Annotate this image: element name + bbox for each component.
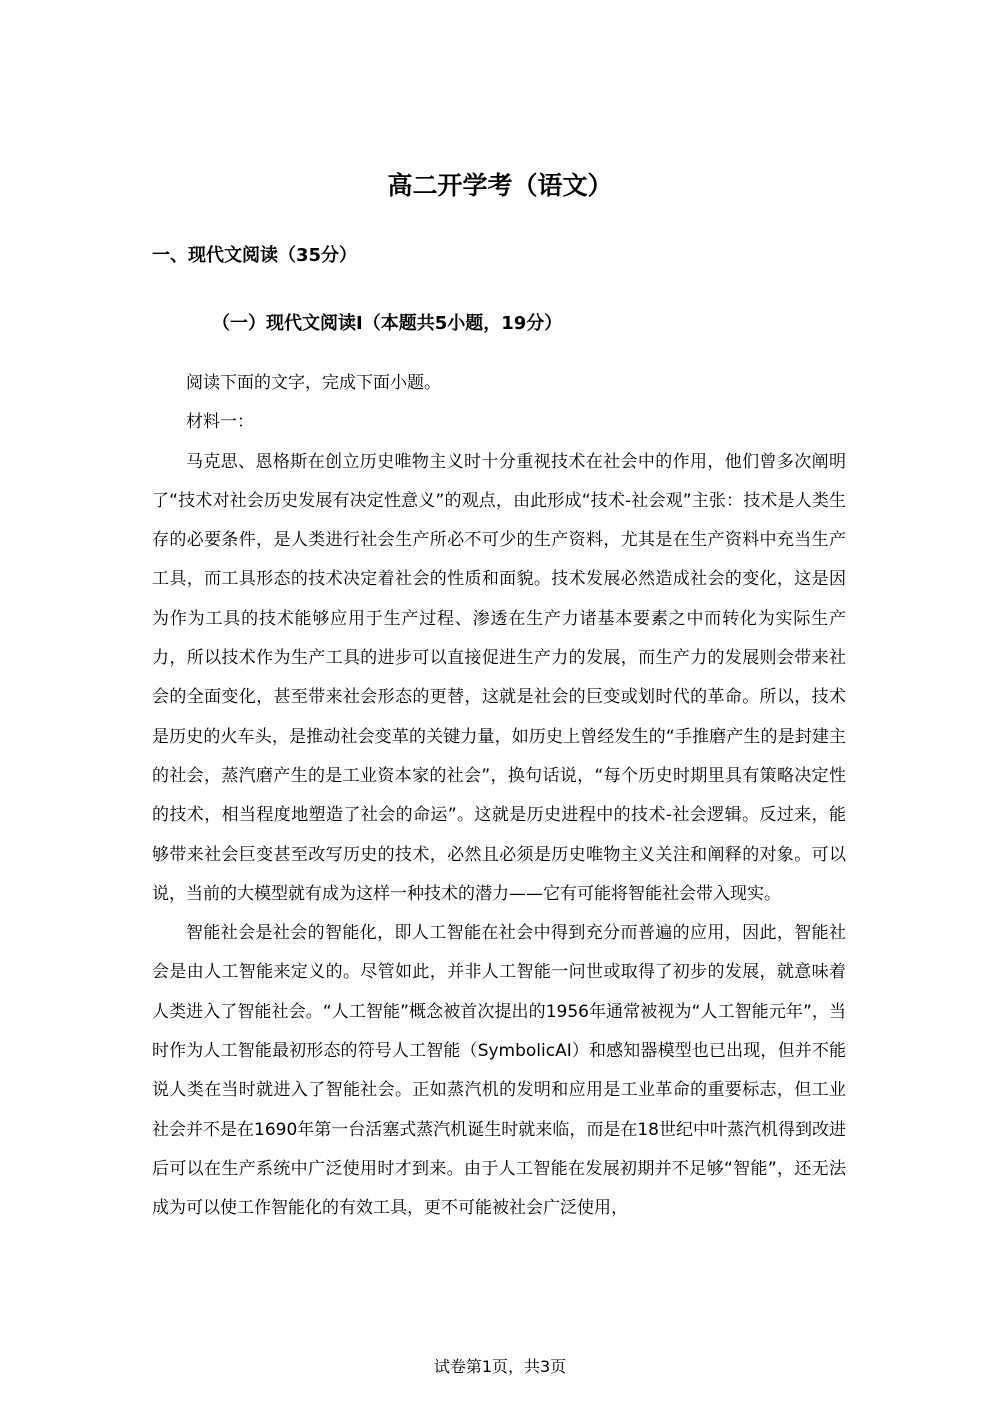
body-text: [152, 364, 846, 1229]
paragraph-2: 智能社会是社会的智能化，即人工智能在社会中得到充分而普遍的应用，因此，智能社会是由人工智能来定义的。尽管如此，并非人工智能一问世或取得了初步的发展，就意味着人类进入了智能社会。“人工智能”概念被首次提出的1956年通常被视为“人工智能元年”，当时作为人工智能最初形态的符号人工智能（SymbolicAI）和感知器模型也已出现，但并不能说人类在当时就进入了智能社会。正如蒸汽机的发明和应用是工业革命的重要标志，但工业社会并不是在1690年第一台活塞式蒸汽机诞生时就来临，而是在18世纪中叶蒸汽机得到改进后可以在生产系统中广泛使用时才到来。由于人工智能在发展初期并不足够“智能”，还无法成为可以使工作智能化的有效工具，更不可能被社会广泛使用，: [152, 923, 846, 1219]
paragraph-1: 马克思、恩格斯在创立历史唯物主义时十分重视技术在社会中的作用，他们曾多次阐明了“技术对社会历史发展有决定性意义”的观点，由此形成“技术-社会观”主张：技术是人类生存的必要条件，是人类进行社会生产所必不可少的生产资料，尤其是在生产资料中充当生产工具，而工具形态的技术决定着社会的性质和面貌。技术发展必然造成社会的变化，这是因为作为工具的技术能够应用于生产过程、渗透在生产力诸基本要素之中而转化为实际生产力，所以技术作为生产工具的进步可以直接促进生产力的发展，而生产力的发展则会带来社会的全面变化，甚至带来社会形态的更替，这就是社会的巨变或划时代的革命。所以，技术是历史的火车头，是推动社会变革的关键力量，如历史上曾经发生的“手推磨产生的是封建主的社会，蒸汽磨产生的是工业资本家的社会”，换句话说，“每个历史时期里具有策略决定性的技术，相当程度地塑造了社会的命运”。这就是历史进程中的技术-社会逻辑。反过来，能够带来社会巨变甚至改写历史的技术，必然且必须是历史唯物主义关注和阐释的对象。可以说，当前的大模型就有成为这样一种技术的潜力——它有可能将智能社会带入现实。: [152, 451, 846, 904]
instruction-text: 阅读下面的文字，完成下面小题。: [186, 373, 441, 393]
page-title: 高二开学考（语文）: [387, 171, 613, 200]
section-heading: 一、现代文阅读（35分）: [152, 245, 358, 266]
material-label: 材料一：: [186, 412, 254, 433]
sub-heading: （一）现代文阅读I（本题共5小题，19分）: [212, 313, 563, 334]
page-footer: 试卷第1页，共3页: [433, 1357, 567, 1376]
